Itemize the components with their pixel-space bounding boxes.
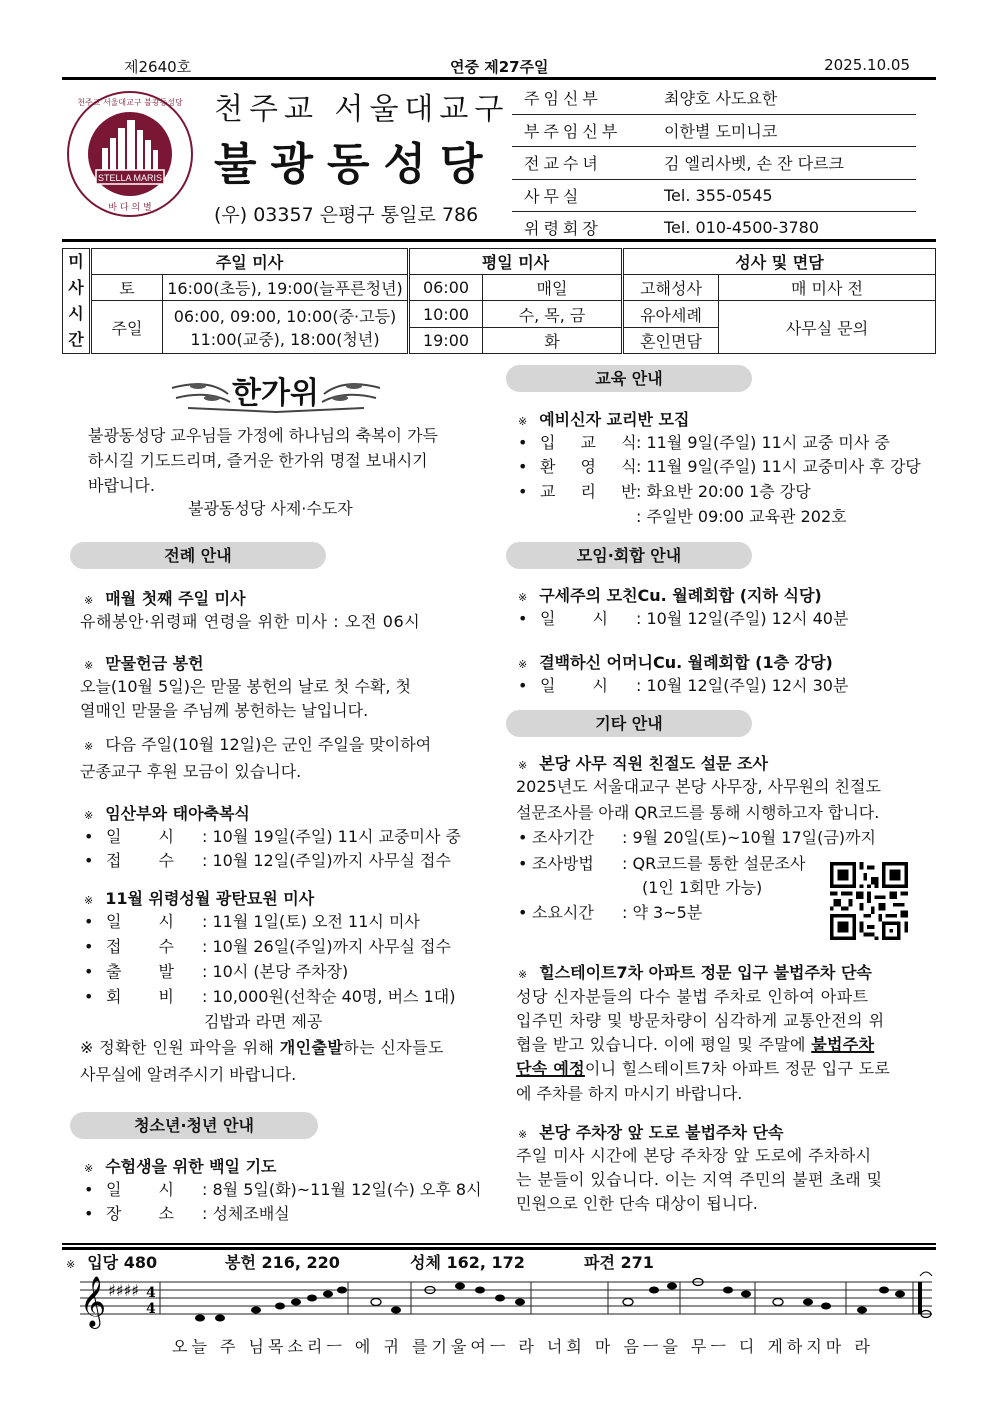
hymn-communion: 성체 162, 172 [410, 1253, 525, 1272]
svg-text:4: 4 [146, 1301, 156, 1317]
parish-title: 불광동성당 [214, 139, 497, 190]
item-meeting: ※ 구세주의 모친Cu. 월례회합 (지하 식당) [518, 586, 822, 605]
section-liturgy: 전례 안내 [70, 542, 326, 569]
issue-number: 제2640호 [124, 58, 192, 76]
section-youth: 청소년·청년 안내 [70, 1112, 318, 1139]
hymn-offertory: 봉헌 216, 220 [225, 1253, 340, 1272]
item-church-parking: ※ 본당 주차장 앞 도로 불법주차 단속 [518, 1123, 784, 1142]
archdiocese-title: 천주교 서울대교구 [214, 92, 510, 127]
issue-bar [62, 56, 936, 78]
staff-row: 전교수녀 김 엘리사벳, 손 잔 다르크 [512, 147, 916, 180]
item-firstfruits: ※ 맏물헌금 봉헌 [84, 654, 204, 673]
issue-date: 2025.10.05 [824, 56, 910, 74]
item-apt-parking: ※ 힐스테이트7차 아파트 정문 입구 불법주차 단속 [518, 963, 872, 982]
mass-side-label: 미사시간 [63, 249, 91, 354]
svg-text:4: 4 [146, 1285, 156, 1301]
item-first-sunday-mass: ※ 매월 첫째 주일 미사 [84, 589, 246, 608]
item-military-sunday: ※ 다음 주일(10월 12일)은 군인 주일을 맞이하여 [84, 735, 432, 754]
hymn-lyrics: 오늘 주 님목소리ㅡ 에 귀 를기울여ㅡ 라 너희 마 음ㅡ을 무ㅡ 디 게하지마 라 [172, 1337, 874, 1356]
hymn-entrance: ※ 입당 480 [66, 1253, 158, 1272]
cemetery-note: ※ 정확한 인원 파악을 위해 개인출발하는 신자들도 [80, 1038, 444, 1057]
item-meeting: ※ 결백하신 어머니Cu. 월례회합 (1층 강당) [518, 653, 833, 672]
parish-address: (우) 03357 은평구 통일로 786 [214, 204, 479, 226]
mass-times-table: 미사시간 주일 미사 평일 미사 성사 및 면담 토 16:00(초등), 19:00(늘푸른청년) 06:00 매일 고해성사 매 미사 전 주일 06:00, 09:00, 10:00(중·고등) 11:00(교중), 18:00(청년) 10:00 수, 목, 금 유아세례 사무실 문의 19:00 화 혼인면담 [62, 248, 936, 354]
sacraments-header: 성사 및 면담 [623, 249, 936, 275]
liturgical-week: 연중 제27주일 [450, 58, 549, 76]
parish-logo-icon [66, 90, 194, 218]
hymn-dismissal: 파견 271 [584, 1253, 654, 1272]
staff-row: 사무실 Tel. 355-0545 [512, 180, 916, 213]
staff-row: 위령회장 Tel. 010-4500-3780 [524, 218, 820, 239]
qr-code-icon[interactable] [830, 862, 908, 940]
hangawi-signature: 불광동성당 사제·수도자 [188, 499, 353, 518]
svg-text:♯♯♯♯: ♯♯♯♯ [108, 1281, 139, 1300]
header-bottom-rule [62, 239, 936, 242]
music-staff-icon [80, 1270, 936, 1332]
item-exam-prayer: ※ 수험생을 위한 백일 기도 [84, 1157, 277, 1176]
hangawi-title: 한가위 [232, 376, 319, 411]
top-rule [62, 77, 936, 80]
item-catechumen: ※ 예비신자 교리반 모집 [518, 410, 690, 429]
item-pregnant-blessing: ※ 임산부와 태아축복식 [84, 804, 250, 823]
svg-text:𝄞: 𝄞 [80, 1276, 107, 1327]
staff-list [512, 82, 916, 244]
section-education: 교육 안내 [506, 365, 752, 392]
item-cemetery-mass: ※ 11월 위령성월 광탄묘원 미사 [84, 889, 315, 908]
svg-text:STELLA MARIS: STELLA MARIS [97, 173, 163, 183]
staff-row: 부주임신부 이한별 도미니코 [512, 115, 916, 148]
hymn-rule-top [62, 1243, 936, 1245]
svg-text:바 다 의 별: 바 다 의 별 [108, 203, 152, 213]
section-meetings: 모임·회합 안내 [506, 542, 752, 569]
staff-row: 주임신부 최양호 사도요한 [512, 82, 916, 115]
weekday-mass-header: 평일 미사 [409, 249, 623, 275]
section-misc: 기타 안내 [506, 710, 752, 737]
item-survey: ※ 본당 사무 직원 친절도 설문 조사 [518, 754, 768, 773]
svg-text:천주교 서울대교구 불광동성당: 천주교 서울대교구 불광동성당 [77, 98, 183, 107]
sunday-mass-header: 주일 미사 [91, 249, 409, 275]
